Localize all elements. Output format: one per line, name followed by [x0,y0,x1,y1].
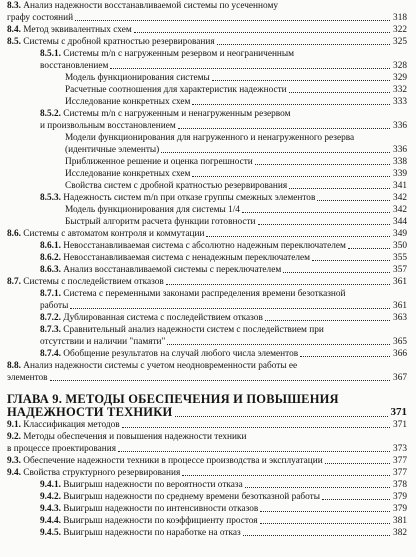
toc-entry-number: 8.7.4. [40,349,61,359]
toc-entry-text [40,337,165,348]
toc-entry-page: 378 [393,480,407,490]
toc-entry-line[interactable] [0,169,416,180]
toc-entry-number: 8.5.1. [40,49,61,59]
toc-entry-title: Анализ надежности системы с учетом неодновременности работы ее [23,361,298,371]
toc-entry-title: Выигрыш надежности по интенсивности отказов [63,504,259,514]
toc-entry-text [40,301,68,312]
toc-entry-text [40,61,108,72]
toc-entry[interactable] [0,456,416,467]
leader-dots [348,248,390,249]
chapter-title-line1: ГЛАВА 9. МЕТОДЫ ОБЕСПЕЧЕНИЯ И ПОВЫШЕНИЯ [7,392,339,406]
toc-entry-line[interactable] [0,121,416,132]
toc-entry[interactable] [0,1,416,12]
toc-entry-text [65,73,210,84]
toc-entry[interactable] [0,516,416,527]
leader-dots [110,68,390,69]
toc-entry-line[interactable] [0,301,416,312]
toc-entry-text [40,528,241,539]
toc-entry-text [40,492,320,503]
toc-entry-number: 9.4.5. [40,528,61,538]
toc-entry-line[interactable] [0,181,416,192]
leader-dots [317,200,390,201]
leader-dots [312,260,390,261]
toc-entry-title: Исследование конкретных схем [65,97,191,107]
toc-entry-text [7,456,323,467]
toc-entry[interactable] [0,492,416,503]
toc-entry-number: 8.7.3. [40,325,61,335]
toc-entry-page: 339 [393,169,407,179]
toc-entry-number: 8.7. [7,277,21,287]
toc-entry[interactable] [0,361,416,372]
toc-entry-title: Классификация методов [23,420,120,430]
toc-entry-line[interactable] [0,217,416,228]
leader-dots [289,92,390,93]
toc-entry-text [40,349,298,360]
toc-entry-line[interactable] [0,337,416,348]
toc-entry-number: 8.7.1. [40,289,61,299]
toc-entry-title: Модель функционирования для системы 1/4 [65,205,240,215]
toc-entry-title: восстановлением [40,61,109,71]
toc-entry-text [40,49,294,60]
toc-entry-page: 350 [393,241,407,251]
toc-entry-title: Исследование конкретных схем [65,169,191,179]
leader-dots [258,224,391,225]
toc-entry-text [65,133,354,144]
leader-dots [255,164,390,165]
toc-entry-text [40,265,281,276]
toc-entry-page: 336 [393,145,407,155]
toc-entry-page: 329 [393,73,407,83]
toc-entry-number: 8.8. [7,361,21,371]
toc-entry-text [7,468,180,479]
leader-dots [322,499,390,500]
toc-entry-title: Обеспечение надежности техники в процессе производства и эксплуатации [23,456,323,466]
leader-dots [50,380,390,381]
leader-dots [178,128,390,129]
toc-entry-page: 355 [393,253,407,263]
toc-entry-page: 381 [393,516,407,526]
toc-entry-title: Методы обеспечения и повышения надежности техники [23,432,247,442]
toc-entry[interactable] [0,325,416,336]
toc-entry-title: Невосстанавливаемая система с абсолютно надежным переключателем [63,241,346,251]
toc-entry-page: 333 [393,97,407,107]
toc-entry-page: 338 [393,157,407,167]
toc-entry[interactable] [0,37,416,48]
toc-entry-title: в процессе проектирования [7,444,116,454]
toc-entry-text [40,504,258,515]
toc-entry-title: Системы с автоматом контроля и коммутации [23,229,205,239]
toc-entry-text [40,253,310,264]
toc-entry-title: Обобщение результатов на случай любого числа элементов [63,349,299,359]
leader-dots [245,487,390,488]
toc-entry-number: 8.4. [7,25,21,35]
toc-entry-text [7,432,246,443]
leader-dots [134,32,390,33]
leader-dots [260,511,390,512]
toc-entry-line[interactable] [0,133,416,144]
toc-entry-page: 379 [393,504,407,514]
toc-entry-title: Расчетные соотношения для характеристик надежности [65,85,287,95]
toc-entry-page: 377 [393,456,407,466]
toc-entry-number: 9.4.1. [40,480,61,490]
toc-entry[interactable] [0,241,416,252]
leader-dots [166,284,390,285]
toc-entry[interactable] [0,49,416,60]
toc-entry[interactable] [0,313,416,324]
chapter-title-line2: НАДЕЖНОСТИ ТЕХНИКИ [7,406,173,419]
toc-entry[interactable] [0,432,416,443]
toc-entry-line[interactable] [0,85,416,96]
toc-entry-text [65,217,256,228]
toc-entry-title: Метод эквивалентных схем [23,25,132,35]
toc-entry-page: 328 [393,61,407,71]
toc-entry-page: 373 [393,444,407,454]
toc-entry-number: 9.3. [7,456,21,466]
toc-entry-line[interactable] [0,205,416,216]
toc-entry-title: Надежность систем m/n при отказе группы смежных элементов [63,193,316,203]
toc-entry-page: 342 [393,205,407,215]
chapter-page: 371 [390,406,407,418]
toc-entry-page: 382 [393,528,407,538]
toc-entry-title: Модели функционирования для нагруженного и ненагруженного резерва [65,133,355,143]
toc-entry-title: Система с переменными законами распределения времени безотказной [63,289,346,299]
leader-dots [182,475,390,476]
toc-entry-line[interactable] [0,61,416,72]
toc-entry-number: 8.6.2. [40,253,61,263]
leader-dots [212,80,390,81]
leader-dots [175,416,387,417]
toc-entry-page: 322 [393,25,407,35]
leader-dots [167,344,390,345]
leader-dots [206,236,390,237]
toc-entry-page: 349 [393,229,407,239]
toc-entry-page: 336 [393,121,407,131]
toc-entry-number: 9.2. [7,432,21,442]
toc-entry-text [65,169,190,180]
toc-entry-line[interactable] [0,13,416,24]
leader-dots [283,272,390,273]
toc-entry-page: 365 [393,337,407,347]
toc-entry-page: 344 [393,217,407,227]
leader-dots [122,427,390,428]
toc-entry-line[interactable] [0,73,416,84]
toc-entry-page: 361 [393,301,407,311]
leader-dots [70,308,390,309]
leader-dots [325,463,390,464]
toc-entry-title: Выигрыш надежности по вероятности отказа [63,480,243,490]
toc-entry-text [65,97,190,108]
toc-entry-text [65,145,159,156]
toc-entry-text [40,193,315,204]
toc-entry-number: 8.3. [7,1,21,11]
toc-entry-text [7,25,132,36]
toc-entry-line[interactable] [0,157,416,168]
toc-entry-title: Анализ надежности восстанавливаемой системы по усеченному [23,1,278,11]
chapter-entry[interactable] [0,406,416,419]
toc-entry-number: 9.4. [7,468,21,478]
toc-entry-number: 9.1. [7,420,21,430]
toc-entry-title: Выигрыш надежности по наработке на отказ [63,528,241,538]
toc-entry-title: отсутствии и наличии "памяти" [40,337,166,347]
toc-entry-page: 363 [393,313,407,323]
toc-entry-title: элементов [7,373,48,383]
toc-entry-title: Выигрыш надежности по коэффициенту простоя [63,516,258,526]
toc-entry-title: графу состояний [7,13,74,23]
leader-dots [300,356,390,357]
toc-entry-number: 8.5.2. [40,109,61,119]
leader-dots [217,44,390,45]
toc-entry-text [65,157,253,168]
leader-dots [192,176,390,177]
toc-entry-title: (идентичные элементы) [65,145,160,155]
toc-entry-text [7,277,164,288]
toc-entry-number: 8.6. [7,229,21,239]
toc-entry-text [40,241,346,252]
toc-entry-text [7,361,297,372]
toc-entry-page: 332 [393,85,407,95]
toc-entry-title: Системы с дробной кратностью резервирования [23,37,215,47]
toc-entry-text [7,420,120,431]
toc-entry-text [7,229,204,240]
toc-entry-text [40,121,176,132]
toc-entry-number: 9.4.2. [40,492,61,502]
toc-entry-line[interactable] [0,97,416,108]
toc-entry[interactable] [0,289,416,300]
toc-entry-title: и произвольным восстановлением [40,121,176,131]
toc-entry-title: Модель функционирования системы [65,73,210,83]
toc-entry-text [40,313,263,324]
toc-entry-line[interactable] [0,444,416,455]
toc-entry-text [7,13,73,24]
toc-entry-text [7,444,116,455]
leader-dots [118,451,390,452]
leader-dots [75,20,390,21]
toc-entry-line[interactable] [0,373,416,384]
toc-entry-text [40,109,290,120]
toc-entry-text [65,85,287,96]
toc-entry-title: Сравнительный анализ надежности систем с последействием при [63,325,324,335]
toc-entry-page: 379 [393,492,407,502]
toc-entry-page: 371 [393,420,407,430]
toc-entry[interactable] [0,468,416,479]
leader-dots [243,535,390,536]
toc-entry-number: 9.4.3. [40,504,61,514]
toc-entry-title: Приближенное решение и оценка погрешности [65,157,253,167]
toc-entry-text [40,480,243,491]
toc-entry-number: 8.5.3. [40,193,61,203]
toc-entry-title: Свойства структурного резервирования [23,468,181,478]
leader-dots [161,152,390,153]
toc-entry[interactable] [0,109,416,120]
leader-dots [289,188,390,189]
toc-entry-title: Системы m/n с нагруженным резервом и неограниченным [63,49,295,59]
toc-entry-page: 341 [393,181,407,191]
toc-entry-title: Системы m/n с нагруженным и ненагруженным резервом [63,109,291,119]
toc-entry-text [7,1,278,12]
leader-dots [192,104,390,105]
toc-entry[interactable] [0,265,416,276]
toc-entry-page: 361 [393,277,407,287]
toc-entry-number: 9.4.4. [40,516,61,526]
toc-entry-text [40,325,324,336]
toc-entry[interactable] [0,25,416,36]
toc-entry-number: 8.6.1. [40,241,61,251]
toc-entry-text [65,181,287,192]
toc-entry[interactable] [0,193,416,204]
leader-dots [260,523,391,524]
toc-entry-page: 342 [393,193,407,203]
toc-entry[interactable] [0,253,416,264]
toc-entry[interactable] [0,277,416,288]
toc-entry-page: 367 [393,373,407,383]
toc-entry-text [7,37,215,48]
toc-entry[interactable] [0,229,416,240]
toc-entry-text [40,289,345,300]
toc-entry-title: Системы с последействием отказов [23,277,164,287]
toc-entry[interactable] [0,349,416,360]
toc-entry-title: работы [40,301,69,311]
toc-entry-title: Выигрыш надежности по среднему времени безотказной работы [63,492,320,502]
toc-entry-title: Невосстанавливаемая система с ненадежным переключателем [63,253,310,263]
toc-entry-number: 8.6.3. [40,265,61,275]
toc-entry-page: 318 [393,13,407,23]
toc-entry-number: 8.7.2. [40,313,61,323]
toc-entry[interactable] [0,504,416,515]
toc-entry-text [7,373,48,384]
toc-entry-number: 8.5. [7,37,21,47]
toc-entry[interactable] [0,420,416,431]
toc-entry-text [65,205,240,216]
toc-entry-title: Анализ восстанавливаемой системы с переключателем [63,265,282,275]
toc-entry[interactable] [0,528,416,539]
toc-entry-page: 366 [393,349,407,359]
toc-entry-page: 357 [393,265,407,275]
toc-entry-title: Дублированная система с последействием отказов [63,313,263,323]
toc-entry-page: 325 [393,37,407,47]
toc-entry-text [40,516,258,527]
toc-entry-title: Быстрый алгоритм расчета функции готовности [65,217,256,227]
leader-dots [265,320,390,321]
toc-entry-page: 377 [393,468,407,478]
toc-entry[interactable] [0,480,416,491]
leader-dots [242,212,390,213]
toc-entry-title: Свойства систем с дробной кратностью резервирования [65,181,288,191]
toc-entry-line[interactable] [0,145,416,156]
